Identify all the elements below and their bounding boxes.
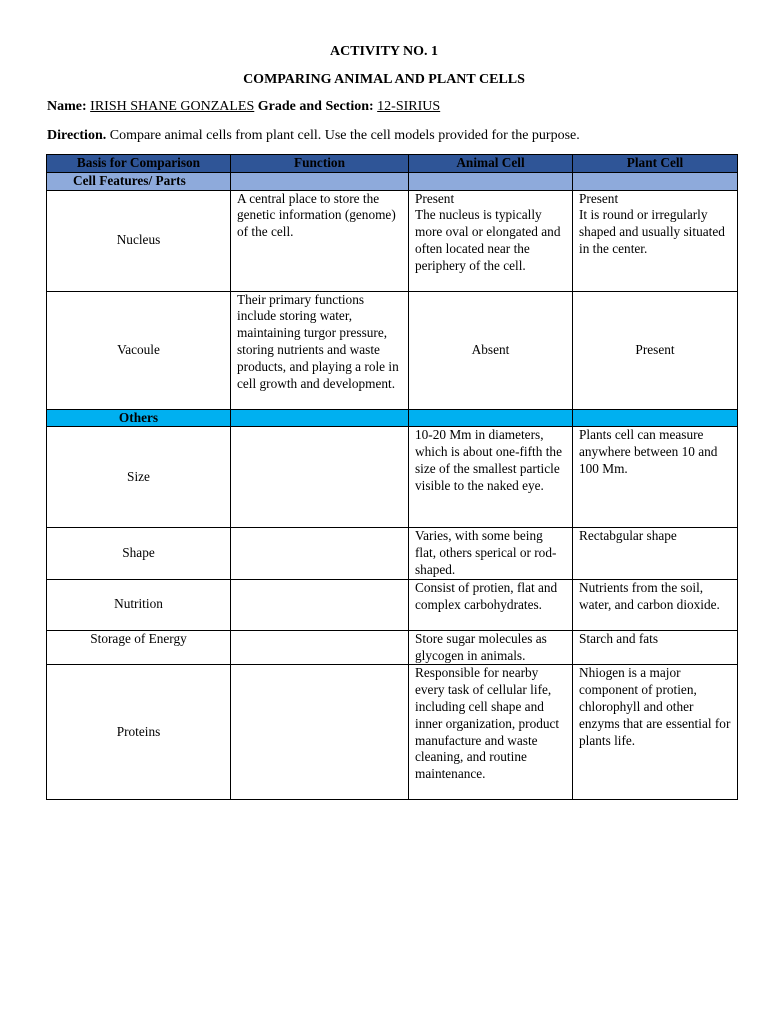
direction-text: Compare animal cells from plant cell. Use the cell models provided for the purpose. — [109, 128, 580, 143]
section-empty-cell — [231, 409, 409, 427]
animal-cell: Consist of protien, flat and complex carbohydrates. — [409, 579, 573, 630]
plant-cell: Nhiogen is a major component of protien, chlorophyll and other enzyms that are essential for plants life. — [573, 665, 738, 800]
plant-cell: Present — [573, 291, 738, 409]
plant-cell: Starch and fats — [573, 630, 738, 665]
row-label: Proteins — [47, 665, 231, 800]
section-label: Others — [47, 409, 231, 427]
section-row-others — [47, 409, 738, 427]
row-label: Size — [47, 427, 231, 528]
animal-cell: 10-20 Mm in diameters, which is about one-fifth the size of the smallest particle visible to the naked eye. — [409, 427, 573, 528]
function-cell — [231, 579, 409, 630]
column-header-function: Function — [231, 155, 409, 173]
function-cell — [231, 427, 409, 528]
direction — [47, 128, 580, 144]
row-label: Shape — [47, 528, 231, 579]
activity-subtitle: COMPARING ANIMAL AND PLANT CELLS — [243, 72, 525, 87]
row-label: Nucleus — [47, 190, 231, 291]
table-row — [47, 291, 738, 409]
section-empty-cell — [231, 172, 409, 190]
table-row — [47, 579, 738, 630]
section-empty-cell — [573, 409, 738, 427]
activity-title: ACTIVITY NO. 1 — [330, 44, 438, 59]
section-row-cell-features — [47, 172, 738, 190]
student-name: IRISH SHANE GONZALES — [90, 99, 255, 114]
plant-cell-status: Present It is round or irregularly shaped and usually situated in the center. — [579, 190, 725, 256]
animal-cell: Varies, with some being flat, others sperical or rod-shaped. — [409, 528, 573, 579]
animal-cell-status: Present The nucleus is typically more oval or elongated and often located near the periphery of the cell. — [415, 190, 561, 273]
row-label: Nutrition — [47, 579, 231, 630]
comparison-table — [46, 154, 738, 800]
table-row — [47, 630, 738, 665]
animal-cell: Store sugar molecules as glycogen in animals. — [409, 630, 573, 665]
function-cell: A central place to store the genetic information (genome) of the cell. — [231, 190, 409, 291]
direction-label: Direction. — [47, 128, 107, 143]
plant-cell: Nutrients from the soil, water, and carbon dioxide. — [573, 579, 738, 630]
grade-label: Grade and Section: — [257, 99, 374, 114]
animal-cell — [409, 190, 573, 291]
row-label: Vacoule — [47, 291, 231, 409]
table-row — [47, 528, 738, 579]
section-empty-cell — [409, 172, 573, 190]
table-row — [47, 665, 738, 800]
row-label: Storage of Energy — [47, 630, 231, 665]
function-cell — [231, 665, 409, 800]
table-row — [47, 427, 738, 528]
student-info — [47, 99, 440, 115]
plant-cell: Plants cell can measure anywhere between 10 and 100 Mm. — [573, 427, 738, 528]
column-header-basis: Basis for Comparison — [47, 155, 231, 173]
animal-cell: Responsible for nearby every task of cellular life, including cell shape and inner organization, product manufacture and waste cleaning, and routine maintenance. — [409, 665, 573, 800]
column-header-plant: Plant Cell — [573, 155, 738, 173]
section-label: Cell Features/ Parts — [47, 172, 231, 190]
grade-section: 12-SIRIUS — [377, 99, 441, 114]
plant-cell: Rectabgular shape — [573, 528, 738, 579]
section-empty-cell — [573, 172, 738, 190]
table-header-row — [47, 155, 738, 173]
function-cell — [231, 528, 409, 579]
function-cell: Their primary functions include storing water, maintaining turgor pressure, storing nutrients and waste products, and playing a role in cell growth and development. — [231, 291, 409, 409]
plant-cell — [573, 190, 738, 291]
function-cell — [231, 630, 409, 665]
column-header-animal: Animal Cell — [409, 155, 573, 173]
section-empty-cell — [409, 409, 573, 427]
table-row — [47, 190, 738, 291]
name-label: Name: — [47, 99, 87, 114]
animal-cell: Absent — [409, 291, 573, 409]
